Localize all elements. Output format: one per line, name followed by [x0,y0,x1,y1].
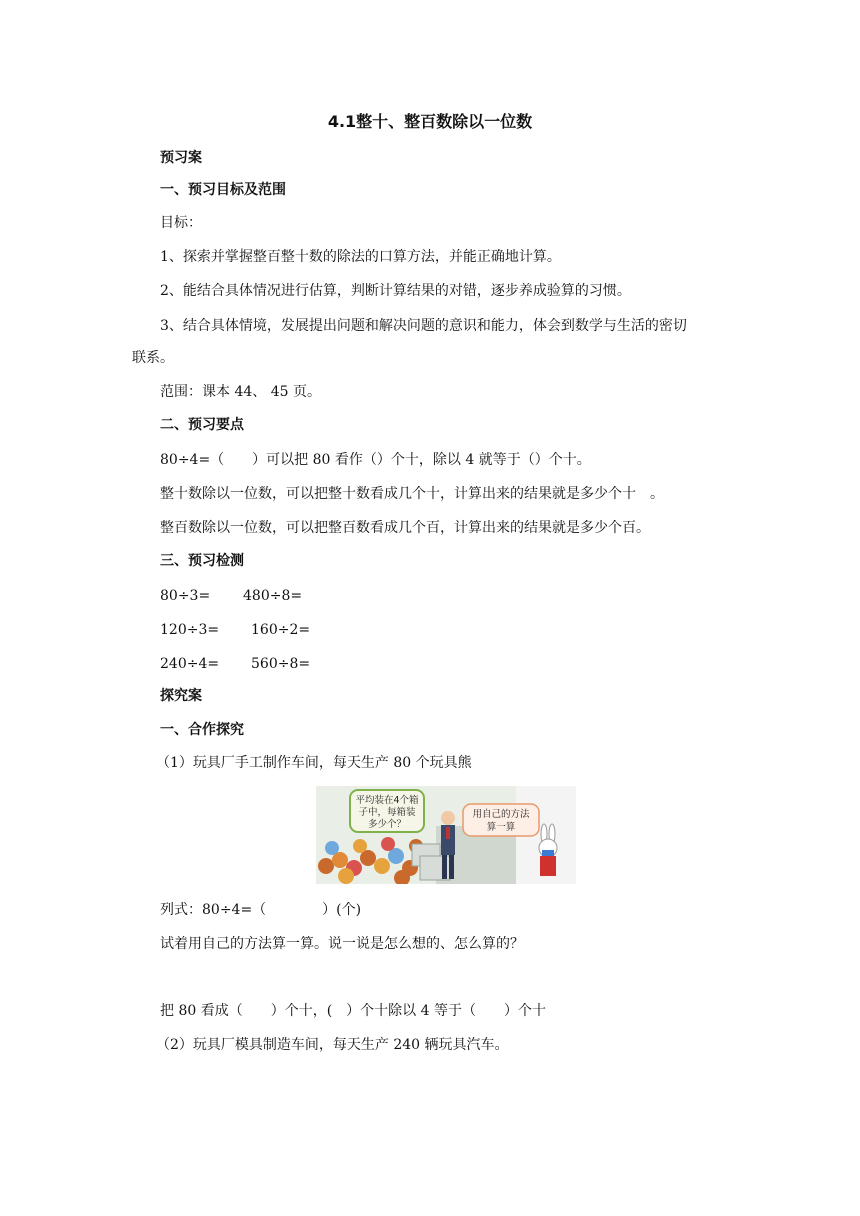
exercise-2b: 160÷2= [251,622,311,638]
problem-1-text: （1）玩具厂手工制作车间，每天生产 80 个玩具熊 [156,755,472,771]
formula-line: 列式：80÷4=（ ）(个) [160,902,362,918]
exercise-1a: 80÷3= [160,588,211,604]
bubble-left-line-2: 子中，每箱装 [358,807,416,818]
exercise-3a: 240÷4= [160,656,220,672]
point-line-2: 整十数除以一位数，可以把整十数看成几个十，计算出来的结果就是多少个十 。 [160,486,664,502]
exercise-3b: 560÷8= [251,656,311,672]
preview-heading: 预习案 [160,150,202,166]
bubble-left-line-1: 平均装在4个箱 [355,795,419,806]
problem-2-text: （2）玩具厂模具制造车间，每天生产 240 辆玩具汽车。 [156,1037,509,1053]
section-heading-points: 二、预习要点 [160,417,244,433]
goal-item-1: 1、探索并掌握整百整十数的除法的口算方法，并能正确地计算。 [160,249,561,265]
bubble-right-line-1: 用自己的方法 [472,809,530,820]
section-heading-goals: 一、预习目标及范围 [160,182,286,198]
point-line-1: 80÷4=（ ）可以把 80 看作（）个十，除以 4 就等于（）个十。 [160,452,591,468]
explore-heading: 探究案 [160,688,202,704]
exercise-2a: 120÷3= [160,622,220,638]
range-text: 范围：课本 44、 45 页。 [160,384,321,400]
goal-item-2: 2、能结合具体情况进行估算，判断计算结果的对错，逐步养成验算的习惯。 [160,283,631,299]
bubble-right-line-2: 算一算 [486,822,516,833]
fill-in-line: 把 80 看成（ ）个十，( ）个十除以 4 等于（ ）个十 [160,1003,546,1019]
goal-item-3-cont: 联系。 [132,350,174,366]
goal-item-3: 3、结合具体情境，发展提出问题和解决问题的意识和能力，体会到数学与生活的密切 [160,318,687,334]
exercise-1b: 480÷8= [243,588,303,604]
method-prompt: 试着用自己的方法算一算。说一说是怎么想的、怎么算的？ [160,936,524,952]
point-line-3: 整百数除以一位数，可以把整百数看成几个百，计算出来的结果就是多少个百。 [160,520,650,536]
goal-label: 目标： [160,215,202,231]
bubble-left-line-3: 多少个？ [367,819,407,830]
section-heading-check: 三、预习检测 [160,553,244,569]
toy-factory-illustration [316,786,576,884]
section-heading-cooperate: 一、合作探究 [160,722,244,738]
page-title: 4.1整十、整百数除以一位数 [327,112,533,131]
